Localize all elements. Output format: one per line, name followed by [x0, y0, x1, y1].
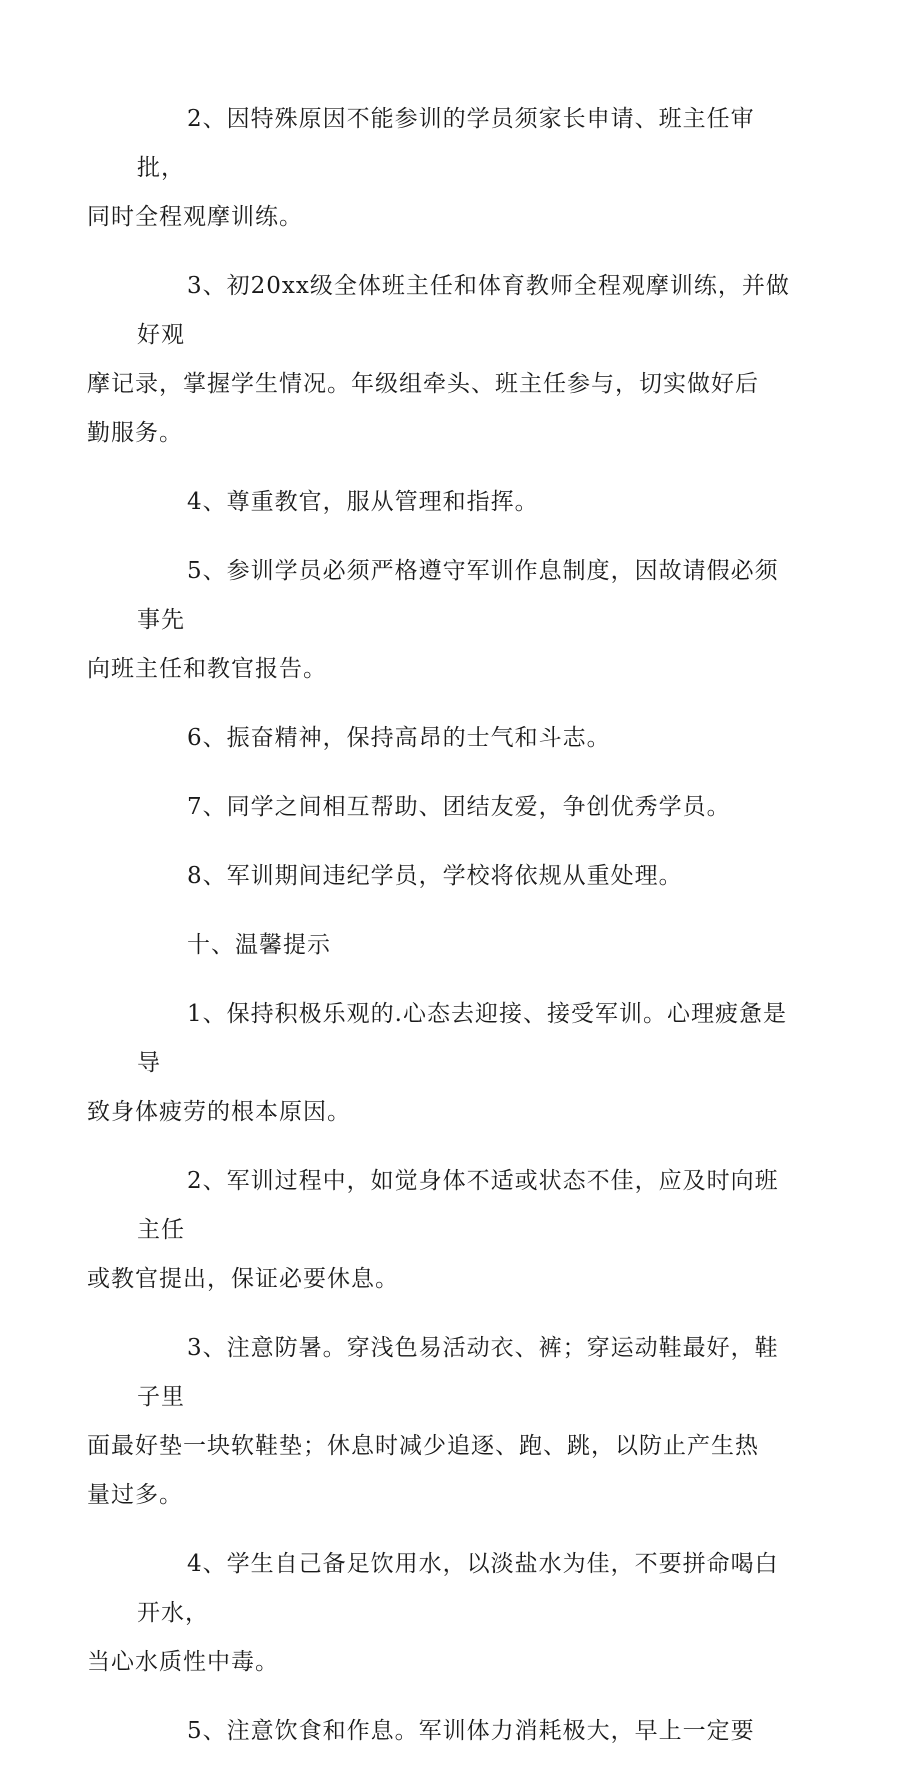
text-line: 6、振奋精神，保持高昂的士气和斗志。	[187, 725, 611, 751]
paragraph-tip-3	[87, 1324, 797, 1520]
text-line: 5、注意饮食和作息。军训体力消耗极大，早上一定要	[187, 1718, 755, 1744]
paragraph-rule-2	[87, 95, 797, 242]
text-line: 同时全程观摩训练。	[87, 204, 303, 230]
text-line: 向班主任和教官报告。	[87, 656, 327, 682]
text-line: 十、温馨提示	[187, 932, 331, 958]
text-line: 量过多。	[87, 1482, 183, 1508]
paragraph-tip-4	[87, 1540, 797, 1687]
text-line: 2、军训过程中，如觉身体不适或状态不佳，应及时向班主任	[137, 1168, 779, 1243]
text-line: 2、因特殊原因不能参训的学员须家长申请、班主任审批，	[137, 106, 755, 181]
text-line: 7、同学之间相互帮助、团结友爱，争创优秀学员。	[187, 794, 731, 820]
text-line: 4、学生自己备足饮用水，以淡盐水为佳，不要拼命喝白开水，	[137, 1551, 779, 1626]
text-line: 5、参训学员必须严格遵守军训作息制度，因故请假必须事先	[137, 558, 779, 633]
paragraph-rule-4	[137, 478, 797, 527]
text-line: 8、军训期间违纪学员，学校将依规从重处理。	[187, 863, 683, 889]
section-heading-tips	[137, 921, 797, 970]
text-line: 1、保持积极乐观的.心态去迎接、接受军训。心理疲惫是导	[137, 1001, 787, 1076]
paragraph-rule-7	[137, 783, 797, 832]
text-line: 3、初20xx级全体班主任和体育教师全程观摩训练，并做好观	[137, 273, 790, 348]
text-line: 摩记录，掌握学生情况。年级组牵头、班主任参与，切实做好后	[87, 371, 759, 397]
paragraph-rule-3	[87, 262, 797, 458]
text-line: 或教官提出，保证必要休息。	[87, 1266, 399, 1292]
text-line: 当心水质性中毒。	[87, 1649, 279, 1675]
text-line: 面最好垫一块软鞋垫；休息时减少追逐、跑、跳，以防止产生热	[87, 1433, 759, 1459]
paragraph-tip-1	[87, 990, 797, 1137]
paragraph-rule-5	[87, 547, 797, 694]
text-line: 致身体疲劳的根本原因。	[87, 1099, 351, 1125]
paragraph-tip-2	[87, 1157, 797, 1304]
paragraph-rule-6	[137, 714, 797, 763]
paragraph-rule-8	[137, 852, 797, 901]
text-line: 勤服务。	[87, 420, 183, 446]
text-line: 3、注意防暑。穿浅色易活动衣、裤；穿运动鞋最好，鞋子里	[137, 1335, 779, 1410]
paragraph-tip-5	[137, 1707, 797, 1756]
document-body	[87, 95, 797, 1776]
text-line: 4、尊重教官，服从管理和指挥。	[187, 489, 539, 515]
